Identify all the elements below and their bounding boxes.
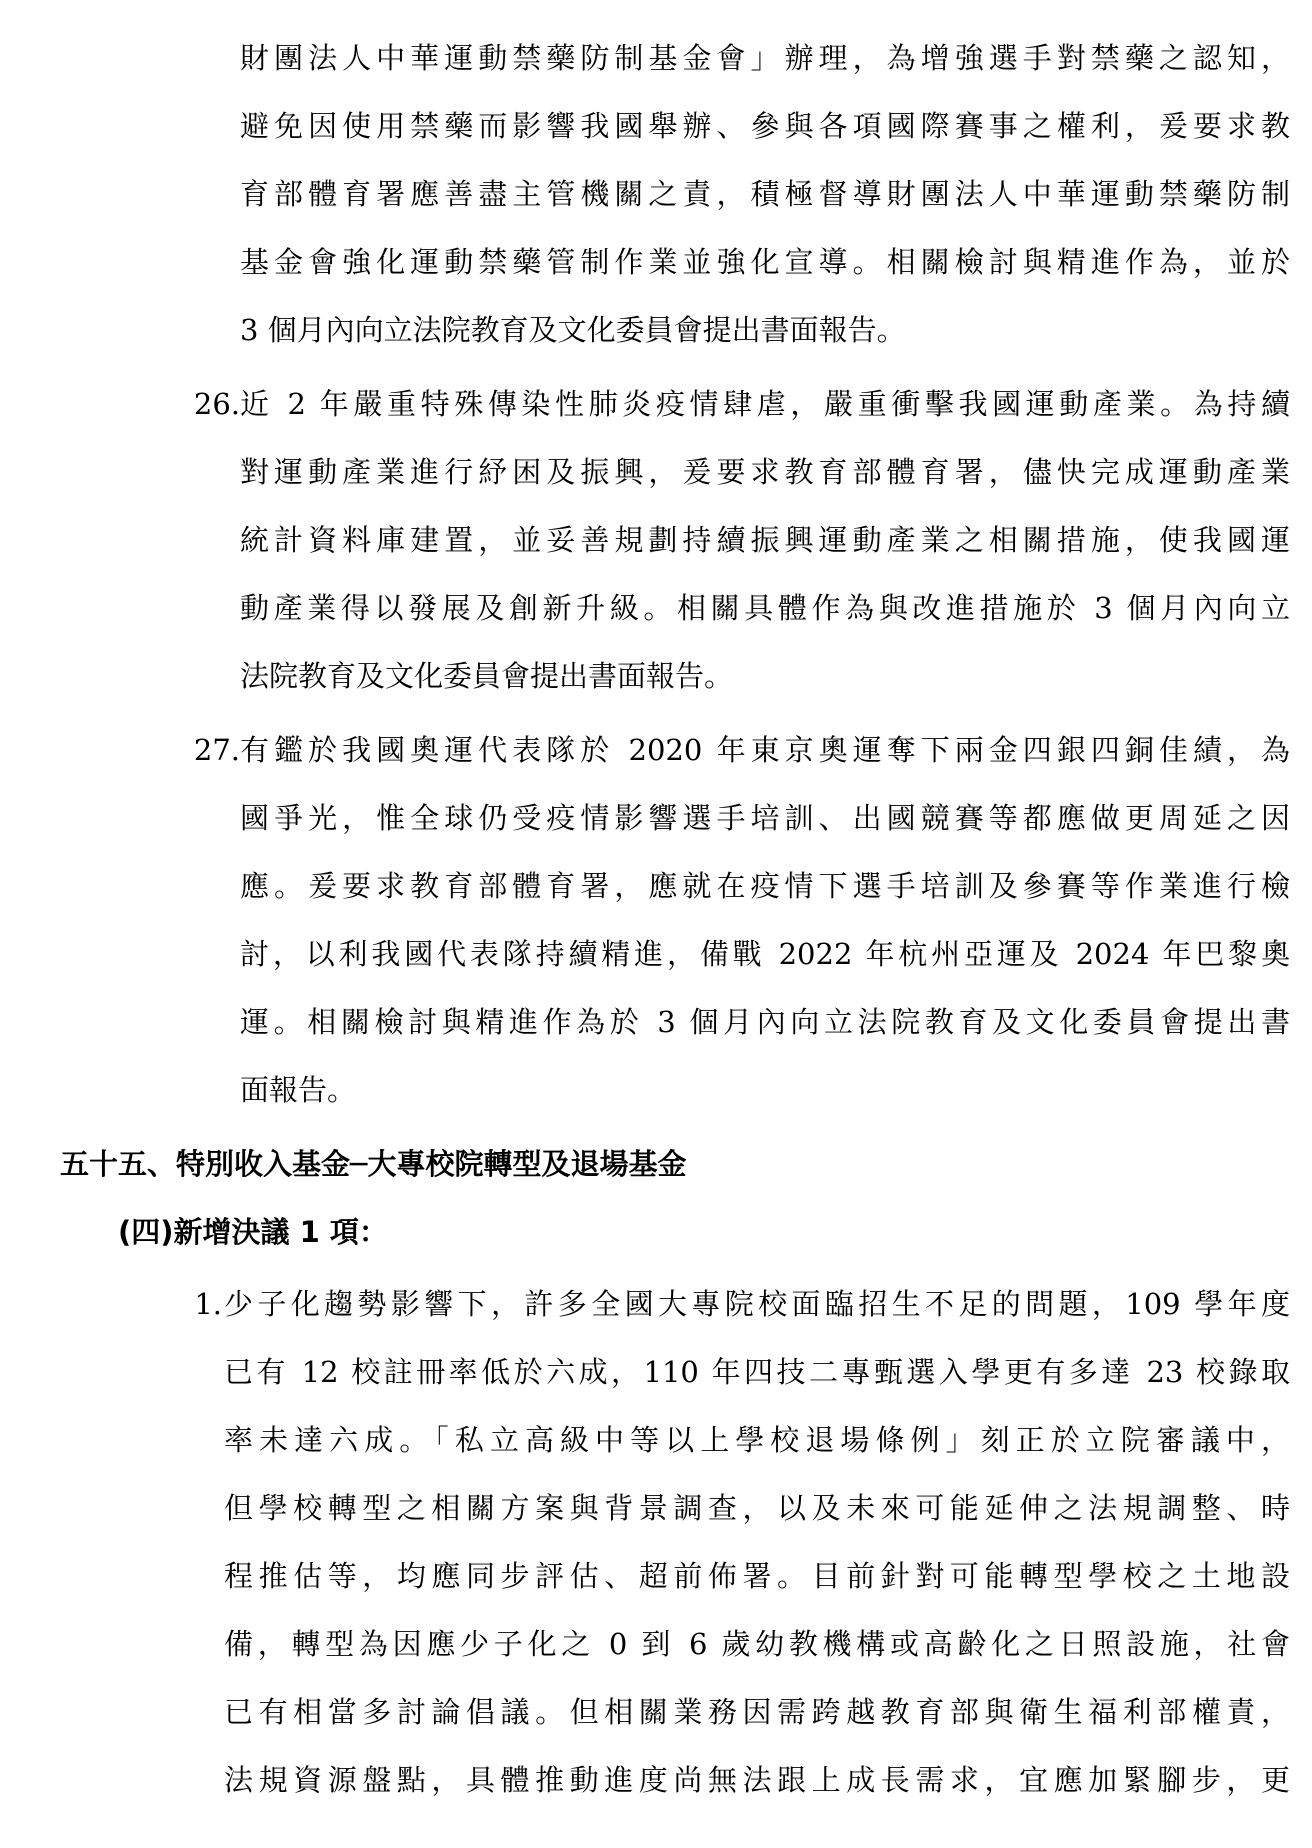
paragraph-line: 對運動產業進行紓困及振興，爰要求教育部體育署，儘快完成運動產業: [240, 455, 1290, 489]
paragraph-line: 備，轉型為因應少子化之 0 到 6 歲幼教機構或高齡化之日照設施，社會: [224, 1627, 1290, 1661]
paragraph-line: 3 個月內向立法院教育及文化委員會提出書面報告。: [240, 313, 906, 347]
paragraph-line: 國爭光，惟全球仍受疫情影響選手培訓、出國競賽等都應做更周延之因: [240, 801, 1290, 835]
paragraph-line: 討，以利我國代表隊持續精進，備戰 2022 年杭州亞運及 2024 年巴黎奧: [240, 937, 1290, 971]
paragraph-line: 但學校轉型之相關方案與背景調查，以及未來可能延伸之法規調整、時: [224, 1491, 1290, 1525]
paragraph-line: 運。相關檢討與精進作為於 3 個月內向立法院教育及文化委員會提出書: [240, 1005, 1290, 1039]
section-subheading: (四)新增決議 1 項：: [118, 1215, 388, 1249]
paragraph-line: 動產業得以發展及創新升級。相關具體作為與改進措施於 3 個月內向立: [240, 591, 1290, 625]
paragraph-line: 程推估等，均應同步評估、超前佈署。目前針對可能轉型學校之土地設: [224, 1559, 1290, 1593]
item-number: 1.: [194, 1287, 222, 1321]
section-heading: 五十五、特別收入基金─大專校院轉型及退場基金: [60, 1147, 687, 1181]
paragraph-line: 率未達六成。「私立高級中等以上學校退場條例」刻正於立院審議中，: [224, 1423, 1290, 1457]
paragraph-line: 應。爰要求教育部體育署，應就在疫情下選手培訓及參賽等作業進行檢: [240, 869, 1290, 903]
paragraph-line: 面報告。: [240, 1073, 357, 1107]
paragraph-line: 法院教育及文化委員會提出書面報告。: [240, 659, 734, 693]
paragraph-line: 統計資料庫建置，並妥善規劃持續振興運動產業之相關措施，使我國運: [240, 523, 1290, 557]
paragraph-line: 少子化趨勢影響下，許多全國大專院校面臨招生不足的問題，109 學年度: [224, 1287, 1290, 1321]
paragraph-line: 法規資源盤點，具體推動進度尚無法跟上成長需求，宜應加緊腳步，更: [224, 1763, 1290, 1797]
paragraph-line: 近 2 年嚴重特殊傳染性肺炎疫情肆虐，嚴重衝擊我國運動產業。為持續: [240, 387, 1290, 421]
paragraph-line: 基金會強化運動禁藥管制作業並強化宣導。相關檢討與精進作為，並於: [240, 245, 1290, 279]
paragraph-line: 已有 12 校註冊率低於六成，110 年四技二專甄選入學更有多達 23 校錄取: [224, 1355, 1290, 1389]
paragraph-line: 有鑑於我國奧運代表隊於 2020 年東京奧運奪下兩金四銀四銅佳績，為: [240, 733, 1290, 767]
paragraph-line: 育部體育署應善盡主管機關之責，積極督導財團法人中華運動禁藥防制: [240, 177, 1290, 211]
paragraph-line: 已有相當多討論倡議。但相關業務因需跨越教育部與衛生福利部權責，: [224, 1695, 1290, 1729]
item-number: 26.: [193, 387, 240, 421]
paragraph-line: 避免因使用禁藥而影響我國舉辦、參與各項國際賽事之權利，爰要求教: [240, 109, 1290, 143]
paragraph-line: 財團法人中華運動禁藥防制基金會」辦理，為增強選手對禁藥之認知，: [240, 41, 1290, 75]
item-number: 27.: [193, 733, 240, 767]
